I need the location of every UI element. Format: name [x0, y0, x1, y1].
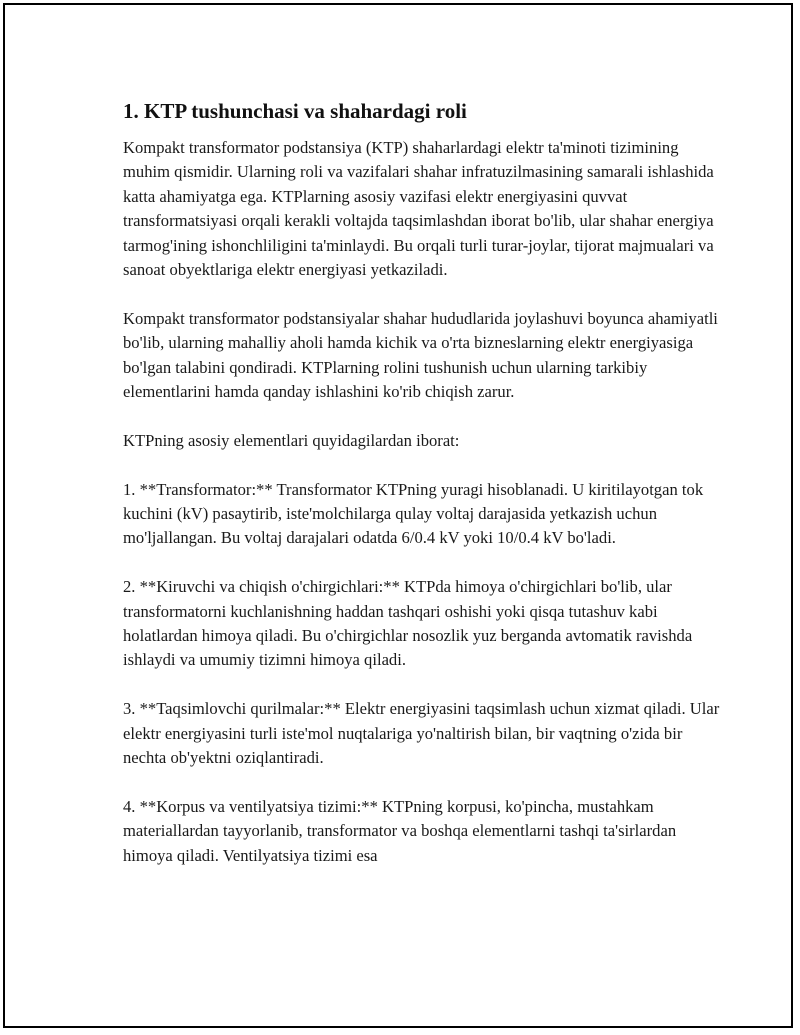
- paragraph-location: Kompakt transformator podstansiyalar shahar hududlarida joylashuvi boyunca ahamiyatli bo'lib, ularning mahalliy aholi hamda kichik va o'rta bizneslarning elektr energiyasiga bo'lgan talabini qondiradi. KTPlarning rolini tushunish uchun ularning tarkibiy elementlarini hamda qanday ishlashini ko'rib chiqish zarur.: [123, 308, 718, 402]
- document-body: [123, 97, 723, 868]
- list-item-transformator: 1. **Transformator:** Transformator KTPning yuragi hisoblanadi. U kiritilayotgan tok kuchini (kV) pasaytirib, iste'molchilarga qulay voltaj darajasida yetkazish uchun mo'ljallangan. Bu voltaj darajalari odatda 6/0.4 kV yoki 10/0.4 kV bo'ladi.: [123, 479, 704, 548]
- page-frame: [3, 3, 793, 1028]
- paragraph-elements-intro: KTPning asosiy elementlari quyidagilardan iborat:: [123, 430, 460, 450]
- section-heading: 1. KTP tushunchasi va shahardagi roli: [123, 99, 467, 123]
- list-item-switches: 2. **Kiruvchi va chiqish o'chirgichlari:** KTPda himoya o'chirgichlari bo'lib, ular transformatorni kuchlanishning haddan tashqari oshishi yoki qisqa tutashuv kabi holatlardan himoya qiladi. Bu o'chirgichlar nosozlik yuz berganda avtomatik ravishda ishlaydi va umumiy tizimni himoya qiladi.: [123, 577, 693, 670]
- list-item-distribution: 3. **Taqsimlovchi qurilmalar:** Elektr energiyasini taqsimlash uchun xizmat qiladi. Ular elektr energiyasini turli iste'mol nuqtalariga yo'naltirish bilan, bir vaqtning o'zida bir nechta ob'yektni oziqlantiradi.: [123, 699, 720, 768]
- paragraph-intro: Kompakt transformator podstansiya (KTP) shaharlardagi elektr ta'minoti tizimining muhim qismidir. Ularning roli va vazifalari shahar infratuzilmasining samarali ishlashida katta ahamiyatga ega. KTPlarning asosiy vazifasi elektr energiyasini quvvat transformatsiyasi orqali kerakli voltajda taqsimlashdan iborat bo'lib, ular shahar energiya tarmog'ining ishonchliligini ta'minlaydi. Bu orqali turli turar-joylar, tijorat majmualari va sanoat obyektlariga elektr energiyasi yetkaziladi.: [123, 138, 714, 280]
- list-item-housing: 4. **Korpus va ventilyatsiya tizimi:** KTPning korpusi, ko'pincha, mustahkam materiallardan tayyorlanib, transformator va boshqa elementlarni tashqi ta'sirlardan himoya qiladi. Ventilyatsiya tizimi esa: [123, 796, 677, 865]
